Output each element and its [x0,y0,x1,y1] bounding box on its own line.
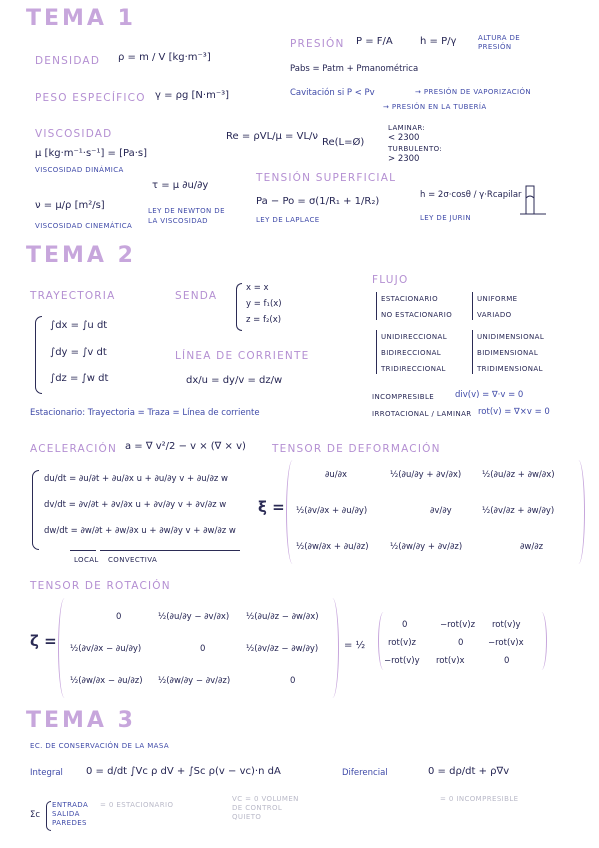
diferencial-label: Diferencial [342,768,388,778]
deformacion-label: TENSOR DE DEFORMACIÓN [272,443,441,455]
flujo-tridimensional: TRIDIMENSIONAL [477,365,543,373]
irrotacional-eq: rot(v) = ∇×v = 0 [478,407,550,417]
local-underline [70,550,96,551]
tray-eq-y: ∫dy = ∫v dt [50,347,107,358]
densidad-label: DENSIDAD [35,55,101,67]
flujo-bidireccional: BIDIRECCIONAL [381,349,442,357]
laminar-label: LAMINAR: [388,124,426,132]
tema3-title: TEMA 3 [26,708,136,733]
viscosidad-cinematica-label: VISCOSIDAD CINEMÁTICA [35,222,133,230]
rotm-12: −rot(v)z [440,620,476,630]
senda-brace [236,283,242,331]
rot-23: ½(∂v/∂z − ∂w/∂y) [246,644,319,654]
aceleracion-brace [32,470,39,550]
def-33: ∂w/∂z [520,542,544,552]
deformacion-paren-right [572,460,585,564]
flujo-unidimensional: UNIDIMENSIONAL [477,333,545,341]
presion-h: h = P/γ [420,36,457,47]
rotm-33: 0 [504,656,510,666]
rot-21: ½(∂v/∂x − ∂u/∂y) [70,644,142,654]
laplace-label: LEY DE LAPLACE [256,216,320,224]
estacionario-note: Estacionario: Trayectoria = Traza = Línea de corriente [30,408,260,418]
jurin-formula: h = 2σ·cosθ / γ·Rcapilar [420,190,522,200]
jurin-label: LEY DE JURIN [420,214,472,222]
trayectoria-brace [35,316,42,394]
linea-corriente-eq: dx/u = dy/v = dz/w [186,375,283,386]
rotm-32: rot(v)x [436,656,465,666]
rot-31: ½(∂w/∂x − ∂u/∂z) [70,676,143,686]
rotacion-symbol: ζ = [30,632,57,650]
sc-salida: SALIDA [52,810,80,818]
viscosidad-dinamica-label: VISCOSIDAD DINÁMICA [35,166,124,174]
reynolds-rel: Re(L=Ø) [322,137,365,148]
cavitacion-arrow1: → PRESIÓN DE VAPORIZACIÓN [415,88,532,96]
flujo-unidireccional: UNIDIRECCIONAL [381,333,448,341]
senda-eq-x: x = x [246,283,269,293]
integral-note2: VC = 0 VOLUMEN DE CONTROL QUIETO [232,795,299,821]
tray-eq-z: ∫dz = ∫w dt [50,373,109,384]
peso-label: PESO ESPECÍFICO [35,92,146,104]
sc-brace [46,801,51,831]
incompresible-eq: div(v) = ∇·v = 0 [455,390,524,400]
sc-symbol: Σc [30,810,41,820]
integral-note1: = 0 ESTACIONARIO [100,801,174,809]
def-11: ∂u/∂x [325,470,348,480]
cavitacion-arrow2: → PRESIÓN EN LA TUBERÍA [383,103,487,111]
tema2-title: TEMA 2 [26,243,136,268]
capillary-icon [520,184,550,220]
flujo-uniforme: UNIFORME [477,295,518,303]
rot-33: 0 [290,676,296,686]
laminar-value: < 2300 [388,133,420,143]
rot-13: ½(∂u/∂z − ∂w/∂x) [246,612,319,622]
rotacion-paren-right [326,598,339,698]
def-22: ∂v/∂y [430,506,452,516]
def-21: ½(∂v/∂x + ∂u/∂y) [296,506,368,516]
aceleracion-eq: a = ∇ v²/2 − v × (∇ × v) [125,441,246,452]
senda-label: SENDA [175,290,218,302]
linea-corriente-label: LÍNEA DE CORRIENTE [175,350,310,362]
turbulento-value: > 2300 [388,154,420,164]
viscosidad-label: VISCOSIDAD [35,128,113,140]
rotm-22: 0 [458,638,464,648]
diferencial-note: = 0 INCOMPRESIBLE [440,795,519,803]
aceleracion-label: ACELERACIÓN [30,443,118,455]
def-13: ½(∂u/∂z + ∂w/∂x) [482,470,555,480]
newton-formula: τ = μ ∂u/∂y [152,180,209,191]
integral-eq: 0 = d/dt ∫Vc ρ dV + ∫Sc ρ(v − vc)·n dA [86,766,281,777]
convectiva-label: CONVECTIVA [108,556,158,564]
flujo-tridireccional: TRIDIRECCIONAL [381,365,446,373]
flujo-divider4 [472,330,473,374]
rot-11: 0 [116,612,122,622]
local-label: LOCAL [74,556,99,564]
integral-label: Integral [30,768,63,778]
flujo-no-estacionario: NO ESTACIONARIO [381,311,453,319]
def-12: ½(∂u/∂y + ∂v/∂x) [390,470,462,480]
rot-32: ½(∂w/∂y − ∂v/∂z) [158,676,231,686]
flujo-variado: VARIADO [477,311,512,319]
newton-label: LEY DE NEWTON DE LA VISCOSIDAD [148,207,225,225]
sc-paredes: PAREDES [52,819,87,827]
viscosidad-cinematica-formula: ν = μ/ρ [m²/s] [35,200,105,211]
rot-12: ½(∂u/∂y − ∂v/∂x) [158,612,230,622]
sc-entrada: ENTRADA [52,801,89,809]
irrotacional-label: IRROTACIONAL / LAMINAR [372,410,472,418]
diferencial-eq: 0 = dρ/dt + ρ∇v [428,766,510,777]
rotm-21: rot(v)z [388,638,416,648]
presion-p: P = F/A [356,36,393,47]
flujo-divider1 [376,292,377,320]
turbulento-label: TURBULENTO: [388,145,443,153]
tension-label: TENSIÓN SUPERFICIAL [256,172,397,184]
presion-label: PRESIÓN [290,38,345,50]
rotacion-label: TENSOR DE ROTACIÓN [30,580,171,592]
reynolds-formula: Re = ρVL/μ = VL/ν [226,131,318,142]
laplace-formula: Pa − Po = σ(1/R₁ + 1/R₂) [256,196,380,207]
rotm-31: −rot(v)y [384,656,420,666]
rotm-23: −rot(v)x [488,638,524,648]
convectiva-underline [100,550,240,551]
rotacion-eq-factor: = ½ [344,640,366,651]
flujo-bidimensional: BIDIMENSIONAL [477,349,539,357]
ec-conservacion-label: EC. DE CONSERVACIÓN DE LA MASA [30,742,170,750]
densidad-formula: ρ = m / V [kg·m⁻³] [118,52,211,63]
altura-presion-label: ALTURA DE PRESIÓN [478,34,521,51]
viscosidad-dinamica-formula: μ [kg·m⁻¹·s⁻¹] = [Pa·s] [35,148,148,159]
flujo-estacionario: ESTACIONARIO [381,295,438,303]
deformacion-symbol: ξ = [258,498,285,516]
tema1-title: TEMA 1 [26,6,136,31]
senda-eq-y: y = f₁(x) [246,299,282,309]
flujo-divider2 [472,292,473,320]
flujo-divider3 [376,330,377,374]
flujo-label: FLUJO [372,274,409,286]
tray-eq-x: ∫dx = ∫u dt [50,320,108,331]
rot-22: 0 [200,644,206,654]
def-31: ½(∂w/∂x + ∂u/∂z) [296,542,369,552]
senda-eq-z: z = f₂(x) [246,315,282,325]
rotm-11: 0 [402,620,408,630]
acel-row-u: du/dt = ∂u/∂t + ∂u/∂x u + ∂u/∂y v + ∂u/∂z w [44,474,228,484]
incompresible-label: INCOMPRESIBLE [372,393,435,401]
acel-row-v: dv/dt = ∂v/∂t + ∂v/∂x u + ∂v/∂y v + ∂v/∂z w [44,500,227,510]
peso-formula: γ = ρg [N·m⁻³] [155,90,230,101]
def-23: ½(∂v/∂z + ∂w/∂y) [482,506,555,516]
cavitacion-formula: Cavitación si P < Pv [290,88,375,98]
rot-matrix-paren-right [536,612,547,670]
def-32: ½(∂w/∂y + ∂v/∂z) [390,542,463,552]
acel-row-w: dw/dt = ∂w/∂t + ∂w/∂x u + ∂w/∂y v + ∂w/∂z w [44,526,236,536]
pabs-formula: Pabs = Patm + Pmanométrica [290,64,419,74]
trayectoria-label: TRAYECTORIA [30,290,116,302]
rotm-13: rot(v)y [492,620,521,630]
